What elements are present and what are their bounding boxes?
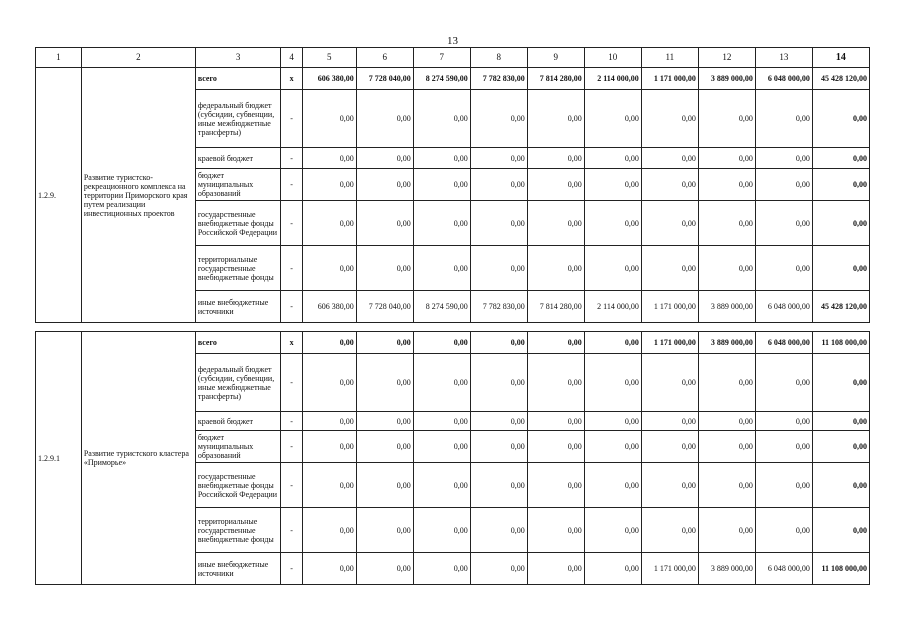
row-mark: - xyxy=(281,246,302,291)
funding-source: государственные внебюджетные фонды Российской Федерации xyxy=(195,463,281,508)
amount-cell: 0,00 xyxy=(527,463,584,508)
funding-source: территориальные государственные внебюджетные фонды xyxy=(195,246,281,291)
amount-cell: 0,00 xyxy=(356,508,413,553)
amount-cell: 0,00 xyxy=(470,332,527,354)
amount-cell: 3 889 000,00 xyxy=(698,68,755,90)
amount-total-cell: 0,00 xyxy=(812,169,869,201)
amount-cell: 0,00 xyxy=(470,553,527,585)
block-separator xyxy=(36,323,870,332)
amount-cell: 0,00 xyxy=(641,169,698,201)
amount-cell: 0,00 xyxy=(584,246,641,291)
amount-total-cell: 0,00 xyxy=(812,354,869,412)
amount-cell: 0,00 xyxy=(470,169,527,201)
amount-cell: 8 274 590,00 xyxy=(413,291,470,323)
amount-cell: 0,00 xyxy=(302,169,356,201)
amount-cell: 8 274 590,00 xyxy=(413,68,470,90)
row-mark: - xyxy=(281,553,302,585)
column-header: 1 xyxy=(36,48,82,68)
row-mark: - xyxy=(281,431,302,463)
amount-cell: 6 048 000,00 xyxy=(755,68,812,90)
amount-cell: 0,00 xyxy=(470,354,527,412)
column-header: 6 xyxy=(356,48,413,68)
funding-source: иные внебюджетные источники xyxy=(195,291,281,323)
amount-cell: 6 048 000,00 xyxy=(755,553,812,585)
amount-cell: 0,00 xyxy=(527,354,584,412)
total-row xyxy=(36,68,870,90)
header-row xyxy=(36,48,870,68)
column-header: 10 xyxy=(584,48,641,68)
amount-cell: 0,00 xyxy=(356,412,413,431)
amount-cell: 0,00 xyxy=(470,246,527,291)
amount-cell: 0,00 xyxy=(584,553,641,585)
amount-total-cell: 45 428 120,00 xyxy=(812,291,869,323)
amount-cell: 0,00 xyxy=(470,90,527,148)
amount-cell: 0,00 xyxy=(641,90,698,148)
amount-cell: 0,00 xyxy=(698,169,755,201)
amount-total-cell: 0,00 xyxy=(812,431,869,463)
amount-cell: 0,00 xyxy=(302,431,356,463)
column-header: 13 xyxy=(755,48,812,68)
column-header: 8 xyxy=(470,48,527,68)
amount-cell: 0,00 xyxy=(584,412,641,431)
amount-total-cell: 0,00 xyxy=(812,412,869,431)
amount-cell: 0,00 xyxy=(302,463,356,508)
amount-cell: 0,00 xyxy=(302,412,356,431)
row-mark: - xyxy=(281,291,302,323)
amount-cell: 0,00 xyxy=(413,354,470,412)
amount-cell: 3 889 000,00 xyxy=(698,553,755,585)
measure-name: Развитие туристского кластера «Приморье» xyxy=(81,332,195,585)
amount-cell: 7 728 040,00 xyxy=(356,68,413,90)
amount-cell: 1 171 000,00 xyxy=(641,68,698,90)
page-number: 13 xyxy=(447,35,458,47)
funding-source: краевой бюджет xyxy=(195,412,281,431)
amount-total-cell: 0,00 xyxy=(812,246,869,291)
amount-cell: 0,00 xyxy=(356,148,413,169)
amount-cell: 0,00 xyxy=(527,169,584,201)
amount-cell: 0,00 xyxy=(755,354,812,412)
amount-cell: 0,00 xyxy=(527,508,584,553)
amount-cell: 0,00 xyxy=(413,431,470,463)
amount-cell: 0,00 xyxy=(356,169,413,201)
amount-cell: 0,00 xyxy=(356,332,413,354)
row-mark: - xyxy=(281,169,302,201)
amount-cell: 0,00 xyxy=(584,354,641,412)
measure-code: 1.2.9. xyxy=(36,68,82,323)
amount-cell: 0,00 xyxy=(755,412,812,431)
total-row xyxy=(36,332,870,354)
amount-cell: 0,00 xyxy=(470,148,527,169)
amount-cell: 606 380,00 xyxy=(302,68,356,90)
measure-name: Развитие туристско-рекреационного комплекса на территории Приморского края путем реализации инвестиционных проектов xyxy=(81,68,195,323)
row-mark: - xyxy=(281,148,302,169)
amount-cell: 0,00 xyxy=(641,201,698,246)
amount-cell: 0,00 xyxy=(527,201,584,246)
funding-source: федеральный бюджет (субсидии, субвенции, иные межбюджетные трансферты) xyxy=(195,354,281,412)
row-mark: - xyxy=(281,354,302,412)
amount-cell: 7 814 280,00 xyxy=(527,68,584,90)
amount-cell: 0,00 xyxy=(470,463,527,508)
column-header: 12 xyxy=(698,48,755,68)
amount-cell: 0,00 xyxy=(413,553,470,585)
amount-cell: 0,00 xyxy=(584,431,641,463)
amount-cell: 0,00 xyxy=(302,354,356,412)
amount-cell: 0,00 xyxy=(641,508,698,553)
amount-cell: 3 889 000,00 xyxy=(698,291,755,323)
amount-total-cell: 0,00 xyxy=(812,463,869,508)
amount-cell: 0,00 xyxy=(698,201,755,246)
amount-cell: 0,00 xyxy=(641,246,698,291)
amount-cell: 0,00 xyxy=(755,201,812,246)
amount-total-cell: 11 108 000,00 xyxy=(812,553,869,585)
amount-cell: 0,00 xyxy=(641,431,698,463)
funding-source: государственные внебюджетные фонды Российской Федерации xyxy=(195,201,281,246)
amount-cell: 0,00 xyxy=(302,553,356,585)
amount-cell: 0,00 xyxy=(470,412,527,431)
amount-cell: 0,00 xyxy=(527,148,584,169)
amount-cell: 0,00 xyxy=(755,148,812,169)
amount-cell: 0,00 xyxy=(470,508,527,553)
amount-cell: 0,00 xyxy=(302,332,356,354)
amount-cell: 0,00 xyxy=(584,332,641,354)
amount-cell: 0,00 xyxy=(356,553,413,585)
amount-cell: 3 889 000,00 xyxy=(698,332,755,354)
separator-cell xyxy=(36,323,870,332)
amount-cell: 0,00 xyxy=(527,90,584,148)
funding-source: федеральный бюджет (субсидии, субвенции, иные межбюджетные трансферты) xyxy=(195,90,281,148)
amount-cell: 0,00 xyxy=(698,148,755,169)
amount-cell: 0,00 xyxy=(413,463,470,508)
amount-cell: 0,00 xyxy=(641,463,698,508)
amount-cell: 0,00 xyxy=(698,354,755,412)
budget-table xyxy=(35,47,870,585)
amount-total-cell: 0,00 xyxy=(812,508,869,553)
amount-cell: 0,00 xyxy=(584,508,641,553)
amount-cell: 0,00 xyxy=(527,332,584,354)
amount-cell: 0,00 xyxy=(755,431,812,463)
amount-cell: 6 048 000,00 xyxy=(755,332,812,354)
amount-cell: 0,00 xyxy=(413,201,470,246)
amount-total-cell: 11 108 000,00 xyxy=(812,332,869,354)
amount-cell: 0,00 xyxy=(584,90,641,148)
amount-cell: 0,00 xyxy=(302,148,356,169)
column-header: 14 xyxy=(812,48,869,68)
amount-total-cell: 0,00 xyxy=(812,201,869,246)
funding-source: всего xyxy=(195,68,281,90)
column-header: 11 xyxy=(641,48,698,68)
funding-source: иные внебюджетные источники xyxy=(195,553,281,585)
column-header: 3 xyxy=(195,48,281,68)
row-mark: - xyxy=(281,201,302,246)
amount-cell: 7 782 830,00 xyxy=(470,291,527,323)
column-header: 4 xyxy=(281,48,302,68)
amount-cell: 0,00 xyxy=(413,169,470,201)
amount-cell: 0,00 xyxy=(584,201,641,246)
amount-cell: 0,00 xyxy=(413,148,470,169)
amount-cell: 7 728 040,00 xyxy=(356,291,413,323)
amount-cell: 7 814 280,00 xyxy=(527,291,584,323)
amount-cell: 1 171 000,00 xyxy=(641,332,698,354)
amount-cell: 0,00 xyxy=(698,508,755,553)
amount-cell: 0,00 xyxy=(527,553,584,585)
row-mark: х xyxy=(281,332,302,354)
amount-cell: 6 048 000,00 xyxy=(755,291,812,323)
amount-cell: 0,00 xyxy=(641,412,698,431)
amount-cell: 0,00 xyxy=(584,463,641,508)
amount-cell: 0,00 xyxy=(413,412,470,431)
amount-cell: 0,00 xyxy=(356,90,413,148)
amount-cell: 0,00 xyxy=(302,201,356,246)
amount-cell: 0,00 xyxy=(413,246,470,291)
amount-cell: 0,00 xyxy=(470,201,527,246)
amount-cell: 0,00 xyxy=(527,431,584,463)
amount-cell: 0,00 xyxy=(698,412,755,431)
amount-cell: 0,00 xyxy=(413,508,470,553)
column-header: 2 xyxy=(81,48,195,68)
amount-cell: 0,00 xyxy=(413,332,470,354)
amount-cell: 0,00 xyxy=(584,148,641,169)
funding-source: краевой бюджет xyxy=(195,148,281,169)
amount-cell: 0,00 xyxy=(755,169,812,201)
amount-cell: 0,00 xyxy=(356,463,413,508)
column-header: 9 xyxy=(527,48,584,68)
row-mark: - xyxy=(281,508,302,553)
amount-cell: 0,00 xyxy=(698,90,755,148)
amount-cell: 0,00 xyxy=(302,508,356,553)
amount-cell: 0,00 xyxy=(698,246,755,291)
amount-cell: 0,00 xyxy=(413,90,470,148)
amount-cell: 0,00 xyxy=(470,431,527,463)
row-mark: х xyxy=(281,68,302,90)
funding-source: бюджет муниципальных образований xyxy=(195,169,281,201)
amount-cell: 1 171 000,00 xyxy=(641,291,698,323)
amount-total-cell: 0,00 xyxy=(812,148,869,169)
amount-cell: 0,00 xyxy=(302,90,356,148)
amount-cell: 0,00 xyxy=(527,412,584,431)
amount-cell: 2 114 000,00 xyxy=(584,68,641,90)
row-mark: - xyxy=(281,463,302,508)
row-mark: - xyxy=(281,90,302,148)
amount-cell: 606 380,00 xyxy=(302,291,356,323)
row-mark: - xyxy=(281,412,302,431)
amount-cell: 7 782 830,00 xyxy=(470,68,527,90)
amount-cell: 0,00 xyxy=(755,246,812,291)
amount-cell: 1 171 000,00 xyxy=(641,553,698,585)
funding-source: всего xyxy=(195,332,281,354)
amount-cell: 0,00 xyxy=(356,246,413,291)
amount-total-cell: 45 428 120,00 xyxy=(812,68,869,90)
amount-cell: 0,00 xyxy=(356,431,413,463)
amount-cell: 0,00 xyxy=(641,354,698,412)
amount-cell: 0,00 xyxy=(584,169,641,201)
column-header: 7 xyxy=(413,48,470,68)
funding-source: бюджет муниципальных образований xyxy=(195,431,281,463)
amount-cell: 0,00 xyxy=(527,246,584,291)
column-header: 5 xyxy=(302,48,356,68)
amount-total-cell: 0,00 xyxy=(812,90,869,148)
amount-cell: 0,00 xyxy=(698,463,755,508)
amount-cell: 0,00 xyxy=(755,90,812,148)
amount-cell: 0,00 xyxy=(356,201,413,246)
amount-cell: 2 114 000,00 xyxy=(584,291,641,323)
amount-cell: 0,00 xyxy=(302,246,356,291)
amount-cell: 0,00 xyxy=(755,463,812,508)
amount-cell: 0,00 xyxy=(356,354,413,412)
amount-cell: 0,00 xyxy=(755,508,812,553)
funding-source: территориальные государственные внебюджетные фонды xyxy=(195,508,281,553)
amount-cell: 0,00 xyxy=(698,431,755,463)
measure-code: 1.2.9.1 xyxy=(36,332,82,585)
amount-cell: 0,00 xyxy=(641,148,698,169)
